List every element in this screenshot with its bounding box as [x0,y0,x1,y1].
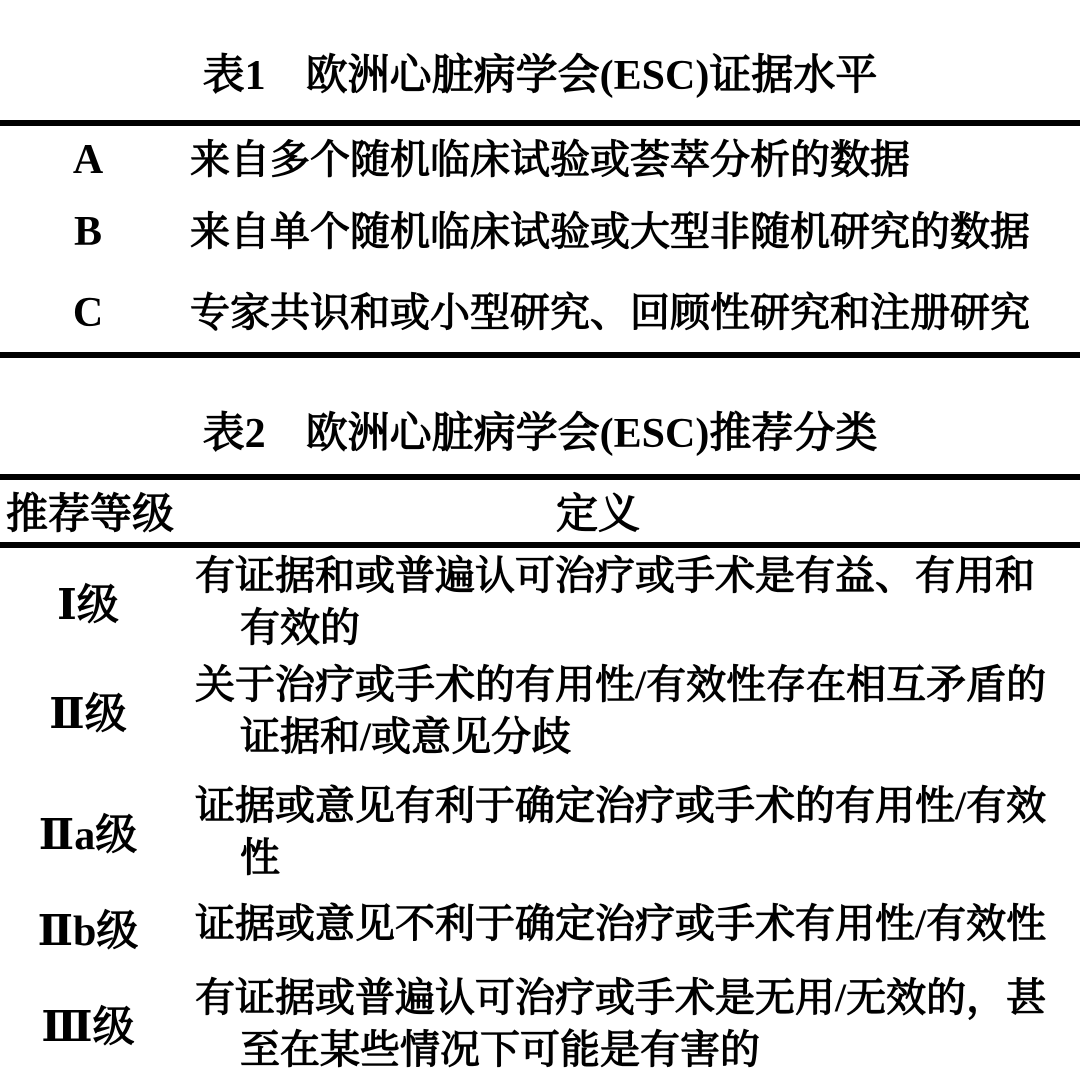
recommendation-class-definition: 有证据或普遍认可治疗或手术是无用/无效的，甚至在某些情况下可能是有害的 [195,975,1047,1072]
table2-row-class-iib [0,898,1080,958]
table1-title-text: 欧洲心脏病学会(ESC)证据水平 [305,53,878,99]
table2-header-rule [0,542,1080,548]
recommendation-class-label: Ⅱa级 [38,813,138,859]
table2-row-class-i [0,550,1080,654]
table1-bottom-rule [0,352,1080,358]
table2-row-class-ii [0,659,1080,763]
table2-row-class-iia [0,780,1080,884]
recommendation-class-label: Ⅱb级 [37,909,139,955]
table2-header-level: 推荐等级 [6,492,175,538]
table2-header-definition: 定义 [555,492,640,538]
table2-row-class-iii [0,972,1080,1076]
table2-title-text: 欧洲心脏病学会(ESC)推荐分类 [305,411,878,457]
recommendation-class-label: Ⅱ级 [49,692,127,738]
evidence-level-label: B [73,209,102,255]
table1-row-a [0,134,1080,186]
evidence-level-definition: 来自多个随机临床试验或荟萃分析的数据 [190,137,910,182]
table1-top-rule [0,120,1080,126]
recommendation-class-definition: 证据或意见有利于确定治疗或手术的有用性/有效性 [195,783,1047,880]
table1-title-number: 表1 [202,53,266,99]
table2-top-rule [0,474,1080,480]
recommendation-class-definition: 证据或意见不利于确定治疗或手术有用性/有效性 [195,901,1047,946]
table2-title-number: 表2 [202,411,266,457]
recommendation-class-label: Ⅰ级 [57,583,119,629]
table2-header-row [0,486,1080,536]
evidence-level-definition: 来自单个随机临床试验或大型非随机研究的数据 [190,209,1030,254]
evidence-level-definition: 专家共识和或小型研究、回顾性研究和注册研究 [190,290,1030,335]
recommendation-class-definition: 关于治疗或手术的有用性/有效性存在相互矛盾的证据和/或意见分歧 [195,662,1047,759]
recommendation-class-label: Ⅲ级 [41,1005,135,1051]
table1-title [0,46,1080,98]
evidence-level-label: A [72,137,104,183]
table2-title [0,404,1080,456]
table1-row-b [0,206,1080,258]
evidence-level-label: C [72,290,104,336]
recommendation-class-definition: 有证据和或普遍认可治疗或手术是有益、有用和有效的 [195,553,1035,650]
table1-row-c [0,287,1080,339]
